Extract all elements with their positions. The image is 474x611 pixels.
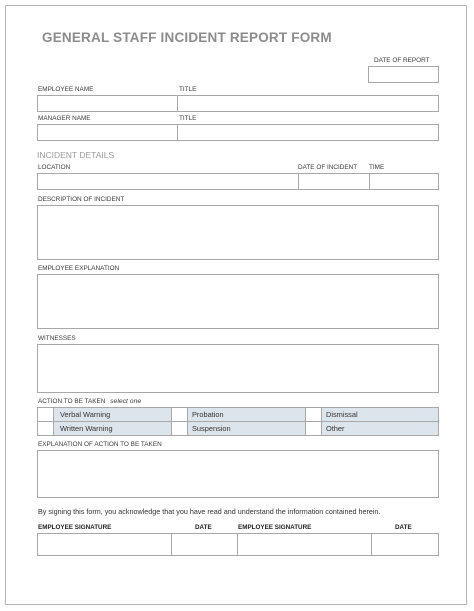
employee-row: [37, 95, 439, 112]
signature-left-date-label: DATE: [195, 524, 212, 531]
verbal-warning-text: Verbal Warning: [60, 410, 111, 419]
employee-name-field[interactable]: [37, 95, 178, 112]
signature-left-label: EMPLOYEE SIGNATURE: [38, 524, 112, 531]
date-of-incident-label: DATE OF INCIDENT: [298, 164, 358, 171]
verbal-warning-option: [54, 408, 171, 421]
employee-signature-field-2[interactable]: [238, 534, 371, 555]
signature-date-field-1[interactable]: [172, 534, 237, 555]
form-page: [5, 5, 467, 605]
incident-row: [37, 173, 439, 190]
signature-right-date-label: DATE: [395, 524, 412, 531]
manager-row: [37, 124, 439, 141]
dismissal-option: [322, 408, 438, 421]
action-label-row: [38, 398, 141, 405]
probation-text: Probation: [192, 410, 224, 419]
employee-explanation-field[interactable]: [37, 274, 439, 329]
other-text: Other: [326, 424, 345, 433]
time-field[interactable]: [370, 174, 438, 189]
written-warning-text: Written Warning: [60, 424, 113, 433]
employee-title-field[interactable]: [178, 95, 440, 112]
suspension-text: Suspension: [192, 424, 231, 433]
date-of-report-field[interactable]: [368, 66, 439, 83]
probation-checkbox[interactable]: [172, 408, 187, 421]
date-of-report-label: DATE OF REPORT: [374, 57, 430, 64]
manager-name-field[interactable]: [37, 124, 178, 141]
manager-name-label: MANAGER NAME: [38, 115, 91, 122]
dismissal-text: Dismissal: [326, 410, 358, 419]
suspension-option: [188, 422, 305, 435]
manager-title-field[interactable]: [178, 124, 440, 141]
location-label: LOCATION: [38, 164, 71, 171]
form-title: GENERAL STAFF INCIDENT REPORT FORM: [42, 30, 332, 45]
written-warning-option: [54, 422, 171, 435]
written-warning-checkbox[interactable]: [38, 422, 53, 435]
witnesses-field[interactable]: [37, 344, 439, 393]
verbal-warning-checkbox[interactable]: [38, 408, 53, 421]
action-explanation-field[interactable]: [37, 450, 439, 498]
action-hint: select one: [110, 398, 142, 405]
manager-title-label: TITLE: [179, 115, 197, 122]
employee-name-label: EMPLOYEE NAME: [38, 86, 94, 93]
employee-signature-field-1[interactable]: [38, 534, 171, 555]
description-field[interactable]: [37, 205, 439, 260]
signature-row: [37, 533, 439, 556]
dismissal-checkbox[interactable]: [306, 408, 321, 421]
action-explanation-label: EXPLANATION OF ACTION TO BE TAKEN: [38, 441, 162, 448]
description-label: DESCRIPTION OF INCIDENT: [38, 196, 125, 203]
signature-date-field-2[interactable]: [372, 534, 438, 555]
action-grid: [37, 407, 439, 436]
time-label: TIME: [369, 164, 385, 171]
other-option: [322, 422, 438, 435]
date-of-incident-field[interactable]: [299, 174, 369, 189]
action-label: ACTION TO BE TAKEN: [38, 398, 106, 405]
suspension-checkbox[interactable]: [172, 422, 187, 435]
employee-title-label: TITLE: [179, 86, 197, 93]
probation-option: [188, 408, 305, 421]
signature-right-label: EMPLOYEE SIGNATURE: [238, 524, 312, 531]
employee-explanation-label: EMPLOYEE EXPLANATION: [38, 265, 120, 272]
witnesses-label: WITNESSES: [38, 335, 76, 342]
acknowledgement-text: By signing this form, you acknowledge that you have read and understand the information contained herein.: [38, 507, 381, 516]
incident-details-heading: INCIDENT DETAILS: [37, 150, 115, 160]
other-checkbox[interactable]: [306, 422, 321, 435]
location-field[interactable]: [38, 174, 298, 189]
